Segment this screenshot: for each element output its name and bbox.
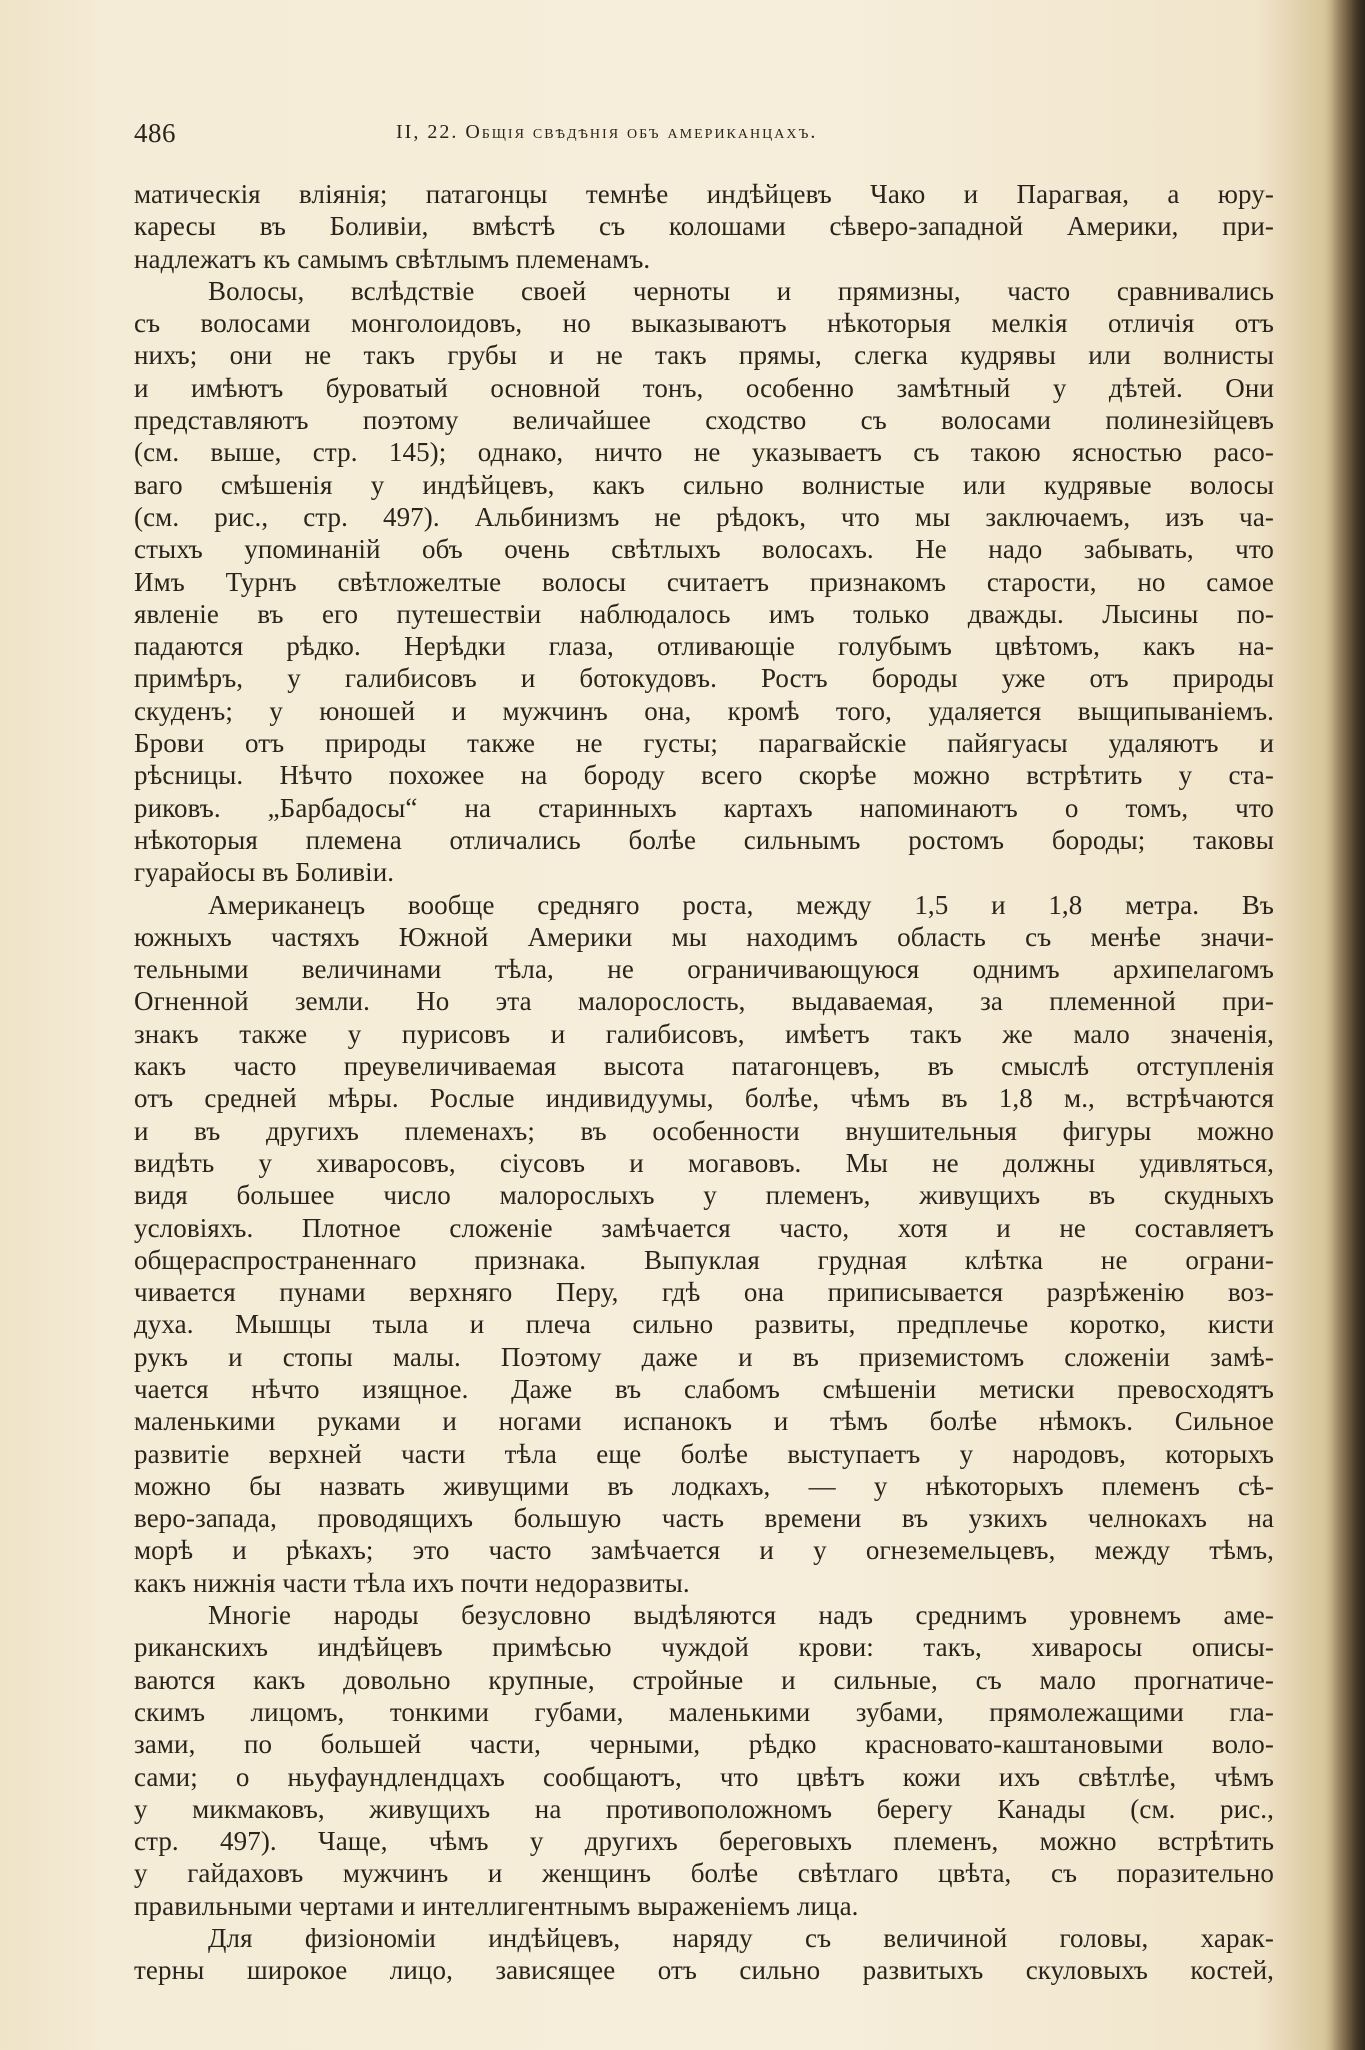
text-line: представляютъ поэтому величайшее сходство съ волосами полинезійцевъ (134, 405, 1274, 436)
text-line: съ волосами монголоидовъ, но выказываютъ нѣкоторыя мелкія отличія отъ (134, 308, 1274, 339)
chapter-heading: II, 22. Общія свѣдѣнія объ американцахъ. (396, 121, 818, 143)
text-line: Огненной земли. Но эта малорослость, выдаваемая, за племенной при- (134, 986, 1274, 1017)
body-text (134, 178, 1274, 1987)
text-line: общераспространеннаго признака. Выпуклая грудная клѣтка не ограни- (134, 1244, 1274, 1275)
text-line: и въ другихъ племенахъ; въ особенности внушительныя фигуры можно (134, 1115, 1274, 1146)
text-line: скуденъ; у юношей и мужчинъ она, кромѣ того, удаляется выщипываніемъ. (134, 695, 1274, 726)
running-head (134, 118, 1274, 158)
text-line: нихъ; они не такъ грубы и не такъ прямы, слегка кудрявы или волнисты (134, 340, 1274, 371)
binding-shadow (1331, 0, 1365, 2050)
text-line: рѣсницы. Нѣчто похожее на бороду всего скорѣе можно встрѣтить у ста- (134, 760, 1274, 791)
text-line: ваются какъ довольно крупные, стройные и сильные, съ мало прогнатиче- (134, 1664, 1274, 1695)
text-line: видя большее число малорослыхъ у племенъ, живущихъ въ скудныхъ (134, 1180, 1274, 1211)
text-line: зами, по большей части, черными, рѣдко красновато-каштановыми воло- (134, 1729, 1274, 1760)
text-line: падаются рѣдко. Нерѣдки глаза, отливающіе голубымъ цвѣтомъ, какъ на- (134, 631, 1274, 662)
text-line: стыхъ упоминаній объ очень свѣтлыхъ волосахъ. Не надо забывать, что (134, 534, 1274, 565)
paragraph-start: Американецъ вообще средняго роста, между 1,5 и 1,8 метра. Въ (208, 889, 1274, 920)
text-line: Имъ Турнъ свѣтложелтые волосы считаетъ признакомъ старости, но самое (134, 566, 1274, 597)
text-line: скимъ лицомъ, тонкими губами, маленькими зубами, прямолежащими гла- (134, 1696, 1274, 1727)
text-line: риковъ. „Барбадосы“ на старинныхъ картахъ напоминаютъ о томъ, что (134, 792, 1274, 823)
text-line: риканскихъ индѣйцевъ примѣсью чуждой крови: такъ, хиваросы описы- (134, 1632, 1274, 1663)
text-line: (см. рис., стр. 497). Альбинизмъ не рѣдокъ, что мы заключаемъ, изъ ча- (134, 501, 1274, 532)
text-line: маленькими руками и ногами испанокъ и тѣмъ болѣе нѣмокъ. Сильное (134, 1406, 1274, 1437)
text-line: у гайдаховъ мужчинъ и женщинъ болѣе свѣтлаго цвѣта, съ поразительно (134, 1858, 1274, 1889)
text-line: рукъ и стопы малы. Поэтому даже и въ приземистомъ сложеніи замѣ- (134, 1341, 1274, 1372)
text-line: развитіе верхней части тѣла еще болѣе выступаетъ у народовъ, которыхъ (134, 1438, 1274, 1469)
text-line: тельными величинами тѣла, не ограничивающуюся однимъ архипелагомъ (134, 954, 1274, 985)
text-line: у микмаковъ, живущихъ на противоположномъ берегу Канады (см. рис., (134, 1793, 1274, 1824)
text-line: видѣть у хиваросовъ, сіусовъ и могавовъ. Мы не должны удивляться, (134, 1147, 1274, 1178)
text-line: условіяхъ. Плотное сложеніе замѣчается часто, хотя и не составляетъ (134, 1212, 1274, 1243)
text-line: отъ средней мѣры. Рослые индивидуумы, болѣе, чѣмъ въ 1,8 м., встрѣчаются (134, 1083, 1274, 1114)
text-line: чивается пунами верхняго Перу, гдѣ она приписывается разрѣженію воз- (134, 1277, 1274, 1308)
text-line: (см. выше, стр. 145); однако, ничто не указываетъ съ такою ясностью расо- (134, 437, 1274, 468)
page-number: 486 (134, 118, 176, 148)
text-line: чается нѣчто изящное. Даже въ слабомъ смѣшеніи метиски превосходятъ (134, 1373, 1274, 1404)
text-line: правильными чертами и интеллигентнымъ выраженіемъ лица. (134, 1890, 859, 1921)
text-line: явленіе въ его путешествіи наблюдалось имъ только дважды. Лысины по- (134, 598, 1274, 629)
text-line: кaресы въ Боливіи, вмѣстѣ съ колошами сѣверо-западной Америки, при- (134, 211, 1274, 242)
text-line: какъ нижнія части тѣла ихъ почти недоразвиты. (134, 1567, 690, 1598)
text-line: какъ часто преувеличиваемая высота патагонцевъ, въ смыслѣ отступленія (134, 1051, 1274, 1082)
text-line: южныхъ частяхъ Южной Америки мы находимъ область съ менѣе значи- (134, 921, 1274, 952)
text-line: матическія вліянія; патагонцы темнѣе индѣйцевъ Чако и Парагвая, а юру- (134, 179, 1274, 209)
text-line: знакъ также у пурисовъ и галибисовъ, имѣетъ такъ же мало значенія, (134, 1018, 1274, 1049)
paragraph-start: Волосы, вслѣдствіе своей черноты и прямизны, часто сравнивались (208, 275, 1274, 306)
text-line: примѣръ, у галибисовъ и ботокудовъ. Ростъ бороды уже отъ природы (134, 663, 1274, 694)
text-line: и имѣютъ буроватый основной тонъ, особенно замѣтный у дѣтей. Они (134, 372, 1274, 403)
text-line: терны широкое лицо, зависящее отъ сильно развитыхъ скуловыхъ костей, (134, 1955, 1274, 1986)
text-line: ваго смѣшенія у индѣйцевъ, какъ сильно волнистые или кудрявые волосы (134, 469, 1274, 500)
text-line: надлежатъ къ самымъ свѣтлымъ племенамъ. (134, 243, 651, 274)
text-line: Брови отъ природы также не густы; парагвайскіе пайягуасы удаляютъ и (134, 728, 1274, 759)
text-line: можно бы назвать живущими въ лодкахъ, — у нѣкоторыхъ племенъ сѣ- (134, 1470, 1274, 1501)
text-line: веро-запада, проводящихъ большую часть времени въ узкихъ челнокахъ на (134, 1503, 1274, 1534)
text-line: сами; о ньуфаундлендцахъ сообщаютъ, что цвѣтъ кожи ихъ свѣтлѣе, чѣмъ (134, 1761, 1274, 1792)
text-line: морѣ и рѣкахъ; это часто замѣчается и у огнеземельцевъ, между тѣмъ, (134, 1535, 1274, 1566)
text-line: нѣкоторыя племена отличались болѣе сильнымъ ростомъ бороды; таковы (134, 824, 1274, 855)
paragraph-start: Многіе народы безусловно выдѣляются надъ среднимъ уровнемъ аме- (208, 1600, 1274, 1631)
paragraph-start: Для физіономіи индѣйцевъ, наряду съ величиной головы, харак- (208, 1923, 1274, 1954)
text-line: гуарайосы въ Боливіи. (134, 857, 395, 888)
text-line: духа. Мышцы тыла и плеча сильно развиты, предплечье коротко, кисти (134, 1309, 1274, 1340)
text-line: стр. 497). Чаще, чѣмъ у другихъ береговыхъ племенъ, можно встрѣтить (134, 1826, 1274, 1857)
